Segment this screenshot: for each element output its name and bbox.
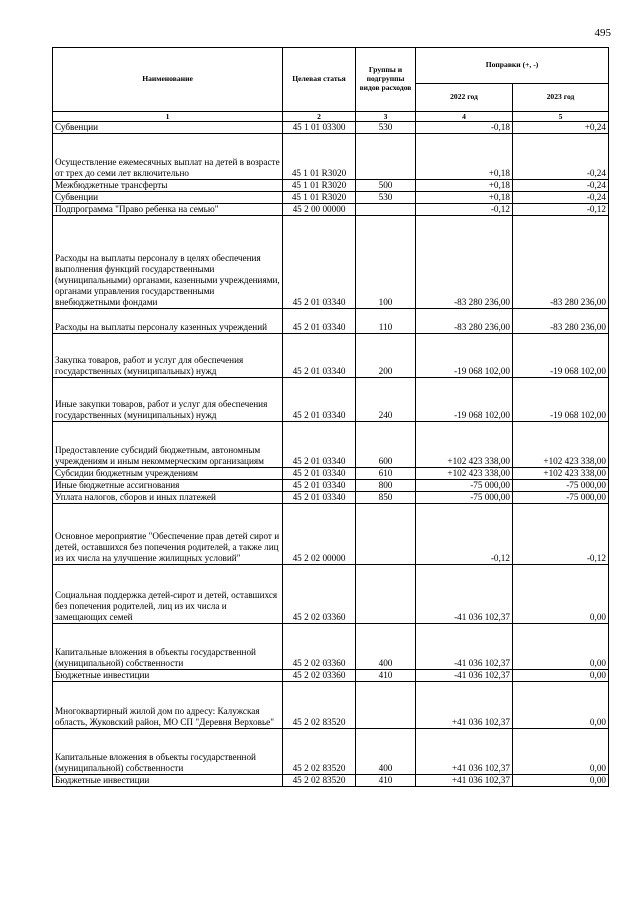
table-row (53, 422, 609, 468)
row-expense-group: 100 (356, 216, 416, 309)
row-expense-group: 530 (356, 192, 416, 204)
row-expense-group: 850 (356, 492, 416, 504)
row-expense-group (356, 682, 416, 729)
row-expense-group: 600 (356, 422, 416, 468)
row-target-article: 45 2 02 83520 (283, 729, 356, 775)
row-target-article: 45 2 02 03360 (283, 670, 356, 682)
row-amount-2022: -19 068 102,00 (416, 334, 513, 378)
row-expense-group (356, 565, 416, 624)
row-amount-2023: 0,00 (513, 670, 609, 682)
row-name: Субсидии бюджетным учреждениям (53, 468, 283, 480)
row-target-article: 45 2 01 03340 (283, 492, 356, 504)
table-row (53, 122, 609, 134)
row-name: Расходы на выплаты персоналу в целях обеспечения выполнения функций государственными (муниципальными) органами, казенными учреждениями, органами управления государственными внебюджетными фондами (53, 216, 283, 309)
row-amount-2022: -83 280 236,00 (416, 309, 513, 334)
row-amount-2022: -75 000,00 (416, 492, 513, 504)
row-amount-2022: -0,18 (416, 122, 513, 134)
row-amount-2022: -0,12 (416, 204, 513, 216)
row-name: Предоставление субсидий бюджетным, автономным учреждениям и иным некоммерческим организациям (53, 422, 283, 468)
column-number: 2 (283, 112, 356, 122)
row-expense-group: 530 (356, 122, 416, 134)
row-amount-2023: -0,24 (513, 180, 609, 192)
row-expense-group: 800 (356, 480, 416, 492)
row-amount-2022: -75 000,00 (416, 480, 513, 492)
row-name: Субвенции (53, 192, 283, 204)
row-amount-2022: -0,12 (416, 504, 513, 565)
row-name: Бюджетные инвестиции (53, 670, 283, 682)
row-expense-group: 410 (356, 775, 416, 787)
row-expense-group (356, 134, 416, 180)
table-row (53, 565, 609, 624)
row-amount-2022: +0,18 (416, 180, 513, 192)
row-target-article: 45 2 01 03340 (283, 378, 356, 422)
row-amount-2023: -75 000,00 (513, 492, 609, 504)
row-target-article: 45 2 02 03360 (283, 565, 356, 624)
table-row (53, 504, 609, 565)
row-amount-2022: +0,18 (416, 134, 513, 180)
row-amount-2023: 0,00 (513, 729, 609, 775)
table-row (53, 480, 609, 492)
row-target-article: 45 1 01 R3020 (283, 134, 356, 180)
header-year-2022: 2022 год (416, 84, 513, 112)
table-row (53, 180, 609, 192)
row-expense-group: 240 (356, 378, 416, 422)
row-expense-group: 610 (356, 468, 416, 480)
row-amount-2022: -41 036 102,37 (416, 624, 513, 670)
row-amount-2023: 0,00 (513, 624, 609, 670)
row-amount-2023: -0,24 (513, 134, 609, 180)
row-expense-group: 110 (356, 309, 416, 334)
row-expense-group: 200 (356, 334, 416, 378)
row-amount-2023: -0,12 (513, 204, 609, 216)
column-number: 3 (356, 112, 416, 122)
row-target-article: 45 2 01 03340 (283, 468, 356, 480)
row-name: Социальная поддержка детей-сирот и детей, оставшихся без попечения родителей, лиц из их числа и замещающих семей (53, 565, 283, 624)
row-amount-2022: +102 423 338,00 (416, 468, 513, 480)
column-number: 4 (416, 112, 513, 122)
row-amount-2023: -83 280 236,00 (513, 309, 609, 334)
row-amount-2022: +41 036 102,37 (416, 729, 513, 775)
table-row (53, 468, 609, 480)
row-target-article: 45 2 02 00000 (283, 504, 356, 565)
budget-amendments-table (52, 47, 609, 787)
header-name: Наименование (53, 48, 283, 112)
header-year-2023: 2023 год (513, 84, 609, 112)
row-target-article: 45 1 01 R3020 (283, 180, 356, 192)
row-amount-2022: +41 036 102,37 (416, 775, 513, 787)
row-expense-group: 500 (356, 180, 416, 192)
row-target-article: 45 2 01 03340 (283, 480, 356, 492)
row-name: Многоквартирный жилой дом по адресу: Калужская область, Жуковский район, МО СП "Деревня Верховье" (53, 682, 283, 729)
row-amount-2022: +41 036 102,37 (416, 682, 513, 729)
row-amount-2022: -41 036 102,37 (416, 670, 513, 682)
row-name: Капитальные вложения в объекты государственной (муниципальной) собственности (53, 729, 283, 775)
row-target-article: 45 2 01 03340 (283, 422, 356, 468)
row-amount-2023: -83 280 236,00 (513, 216, 609, 309)
table-row (53, 378, 609, 422)
row-expense-group: 400 (356, 729, 416, 775)
row-target-article: 45 2 01 03340 (283, 309, 356, 334)
header-target-article: Целевая статья (283, 48, 356, 112)
row-amount-2023: -75 000,00 (513, 480, 609, 492)
row-target-article: 45 2 02 83520 (283, 682, 356, 729)
row-name: Иные закупки товаров, работ и услуг для обеспечения государственных (муниципальных) нужд (53, 378, 283, 422)
row-amount-2022: -41 036 102,37 (416, 565, 513, 624)
row-name: Межбюджетные трансферты (53, 180, 283, 192)
page-number: 495 (594, 27, 611, 39)
row-name: Иные бюджетные ассигнования (53, 480, 283, 492)
row-target-article: 45 2 01 03340 (283, 216, 356, 309)
row-amount-2023: -0,24 (513, 192, 609, 204)
row-name: Подпрограмма "Право ребенка на семью" (53, 204, 283, 216)
row-target-article: 45 2 02 03360 (283, 624, 356, 670)
column-number: 5 (513, 112, 609, 122)
header-expense-groups: Группы и подгруппы видов расходов (356, 48, 416, 112)
row-amount-2023: -19 068 102,00 (513, 378, 609, 422)
table-row (53, 670, 609, 682)
row-name: Уплата налогов, сборов и иных платежей (53, 492, 283, 504)
table-row (53, 192, 609, 204)
table-row (53, 216, 609, 309)
row-name: Капитальные вложения в объекты государственной (муниципальной) собственности (53, 624, 283, 670)
table-row (53, 204, 609, 216)
table-row (53, 134, 609, 180)
row-amount-2023: 0,00 (513, 682, 609, 729)
row-target-article: 45 1 01 03300 (283, 122, 356, 134)
row-amount-2022: -19 068 102,00 (416, 378, 513, 422)
row-amount-2023: 0,00 (513, 565, 609, 624)
table-row (53, 492, 609, 504)
row-target-article: 45 1 01 R3020 (283, 192, 356, 204)
row-amount-2022: +0,18 (416, 192, 513, 204)
table-row (53, 729, 609, 775)
table-row (53, 682, 609, 729)
table-row (53, 334, 609, 378)
row-target-article: 45 2 02 83520 (283, 775, 356, 787)
row-name: Основное мероприятие "Обеспечение прав детей сирот и детей, оставшихся без попечения родителей, а также лиц из их числа на улучшение жилищных условий" (53, 504, 283, 565)
row-expense-group (356, 504, 416, 565)
header-amendments: Поправки (+, -) (416, 48, 609, 84)
row-amount-2023: -19 068 102,00 (513, 334, 609, 378)
row-amount-2023: +0,24 (513, 122, 609, 134)
column-number: 1 (53, 112, 283, 122)
row-amount-2023: +102 423 338,00 (513, 468, 609, 480)
row-amount-2022: -83 280 236,00 (416, 216, 513, 309)
row-expense-group: 410 (356, 670, 416, 682)
row-expense-group (356, 204, 416, 216)
row-target-article: 45 2 01 03340 (283, 334, 356, 378)
table-row (53, 309, 609, 334)
row-name: Закупка товаров, работ и услуг для обеспечения государственных (муниципальных) нужд (53, 334, 283, 378)
row-amount-2023: 0,00 (513, 775, 609, 787)
row-amount-2023: +102 423 338,00 (513, 422, 609, 468)
row-expense-group: 400 (356, 624, 416, 670)
row-name: Расходы на выплаты персоналу казенных учреждений (53, 309, 283, 334)
row-name: Осуществление ежемесячных выплат на детей в возрасте от трех до семи лет включительно (53, 134, 283, 180)
table-row (53, 775, 609, 787)
row-target-article: 45 2 00 00000 (283, 204, 356, 216)
row-name: Бюджетные инвестиции (53, 775, 283, 787)
row-amount-2022: +102 423 338,00 (416, 422, 513, 468)
row-amount-2023: -0,12 (513, 504, 609, 565)
row-name: Субвенции (53, 122, 283, 134)
table-row (53, 624, 609, 670)
